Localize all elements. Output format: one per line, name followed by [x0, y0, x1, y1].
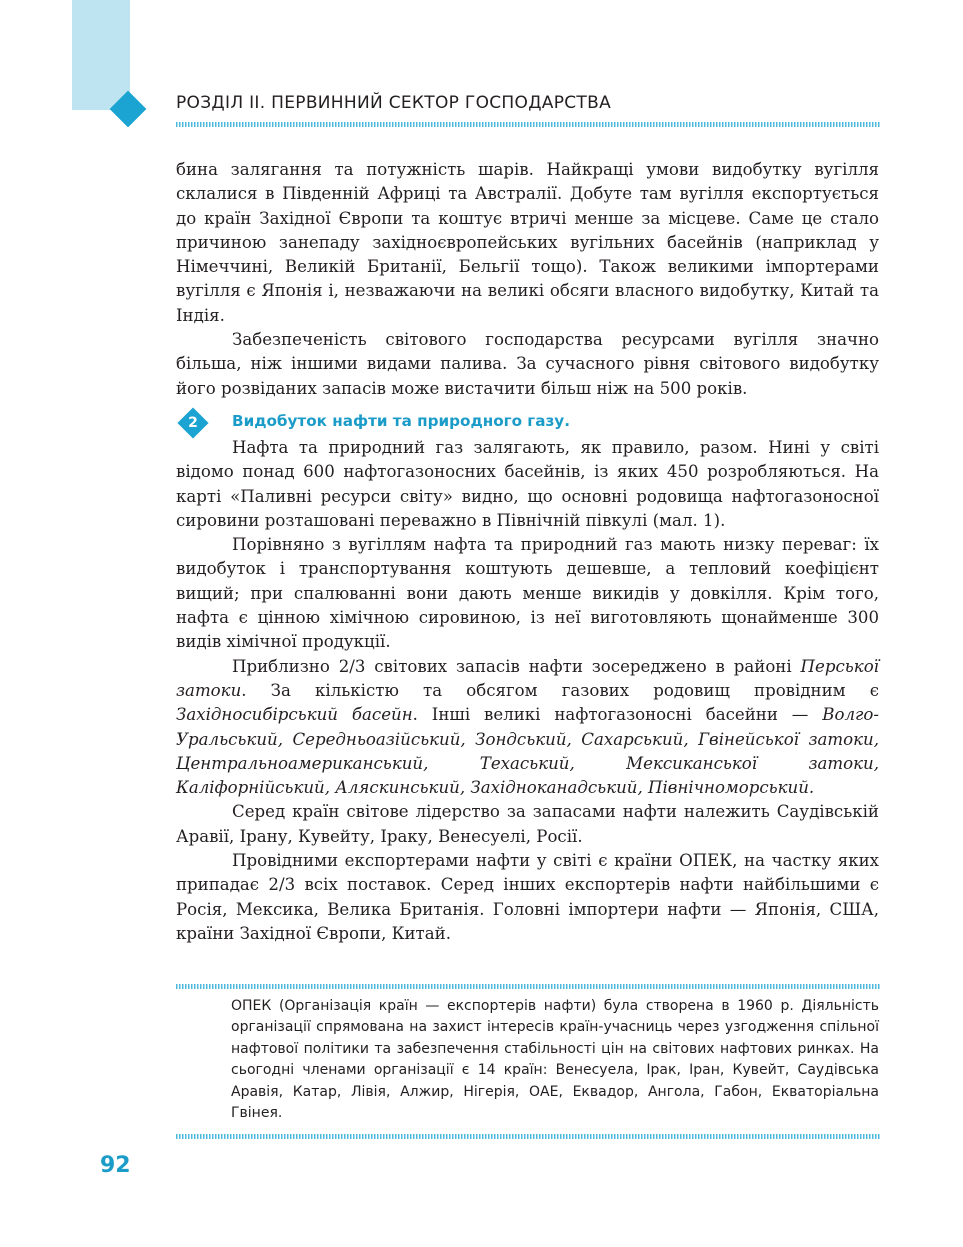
- chapter-header: РОЗДІЛ ІІ. ПЕРВИННИЙ СЕКТОР ГОСПОДАРСТВА: [176, 93, 611, 113]
- text-block-oil: [176, 436, 879, 946]
- paragraph: Порівняно з вугіллям нафта та природний газ мають низку переваг: їх видобуток і транспортування коштують дешевше, а тепловий коефіцієнт вищий; при спалюванні вони дають менше викидів у довкілля. Крім того, нафта є цінною хімічною сировиною, із неї виготовляють щонайменше 300 видів хімічної продукції.: [176, 535, 879, 652]
- italic-term: Західносибірський басейн: [176, 705, 413, 725]
- paragraph: Забезпеченість світового господарства ресурсами вугілля значно більша, ніж іншими видами палива. За сучасного рівня світового видобутку його розвіданих запасів може вистачити більш ніж на 500 років.: [176, 330, 879, 398]
- paragraph: Провідними експортерами нафти у світі є країни ОПЕК, на частку яких припадає 2/3 всіх поставок. Серед інших експортерів нафти найбільшими є Росія, Мексика, Велика Британія. Головні імпортери нафти — Японія, США, країни Західної Європи, Китай.: [176, 851, 879, 943]
- italic-term-list: Волго-Уральський, Середньоазійський, Зондський, Сахарський, Гвінейської затоки, Центральноамериканський, Техаський, Мексиканської затоки, Каліфорнійський, Аляскинський, Західноканадський, Північноморський.: [176, 705, 880, 798]
- header-divider: [176, 122, 880, 127]
- paragraph: [176, 655, 879, 801]
- paragraph: Нафта та природний газ залягають, як правило, разом. Нині у світі відомо понад 600 нафтогазоносних басейнів, із яких 450 розробляються. На карті «Паливні ресурси світу» видно, що основні родовища нафтогазоносної сировини розташовані переважно в Північній півкулі (мал. 1).: [176, 438, 879, 530]
- page-number: 92: [100, 1153, 131, 1178]
- corner-decoration: [72, 0, 130, 110]
- italic-term: Перської затоки: [176, 656, 879, 700]
- section-number: 2: [188, 415, 198, 431]
- paragraph: бина залягання та потужність шарів. Найкращі умови видобутку вугілля склалися в Південній Африці та Австралії. Добуте там вугілля експортується до країн Західної Європи та коштує втричі менше за місцеве. Саме це стало причиною занепаду західноєвропейських вугільних басейнів (наприклад у Німеччині, Великій Британії, Бельгії тощо). Також великими імпортерами вугілля є Японія і, незважаючи на великі обсяги власного видобутку, Китай та Індія.: [176, 160, 879, 325]
- note-divider-top: [176, 984, 880, 989]
- text-block-coal: [176, 158, 879, 401]
- paragraph: Серед країн світове лідерство за запасами нафти належить Саудівській Аравії, Ірану, Кувейту, Іраку, Венесуелі, Росії.: [176, 802, 879, 846]
- opec-note: ОПЕК (Організація країн — експортерів нафти) була створена в 1960 р. Діяльність організації спрямована на захист інтересів країн-учасниць через узгодження спільної нафтової політики та забезпечення стабільності цін на світових нафтових ринках. На сьогодні членами організації є 14 країн: Венесуела, Ірак, Іран, Кувейт, Саудівська Аравія, Катар, Лівія, Алжир, Нігерія, ОАЕ, Еквадор, Ангола, Габон, Екваторіальна Гвінея.: [231, 998, 879, 1122]
- text-run: . Інші великі нафтогазоносні басейни —: [412, 705, 823, 725]
- text-run: Приблизно 2/3 світових запасів нафти зосереджено в районі: [232, 656, 801, 676]
- section-title: Видобуток нафти та природного газу.: [232, 412, 570, 430]
- section-heading: [176, 410, 880, 436]
- text-run: . За кількістю та обсягом газових родовищ провідним є: [241, 680, 879, 700]
- note-divider-bottom: [176, 1134, 880, 1139]
